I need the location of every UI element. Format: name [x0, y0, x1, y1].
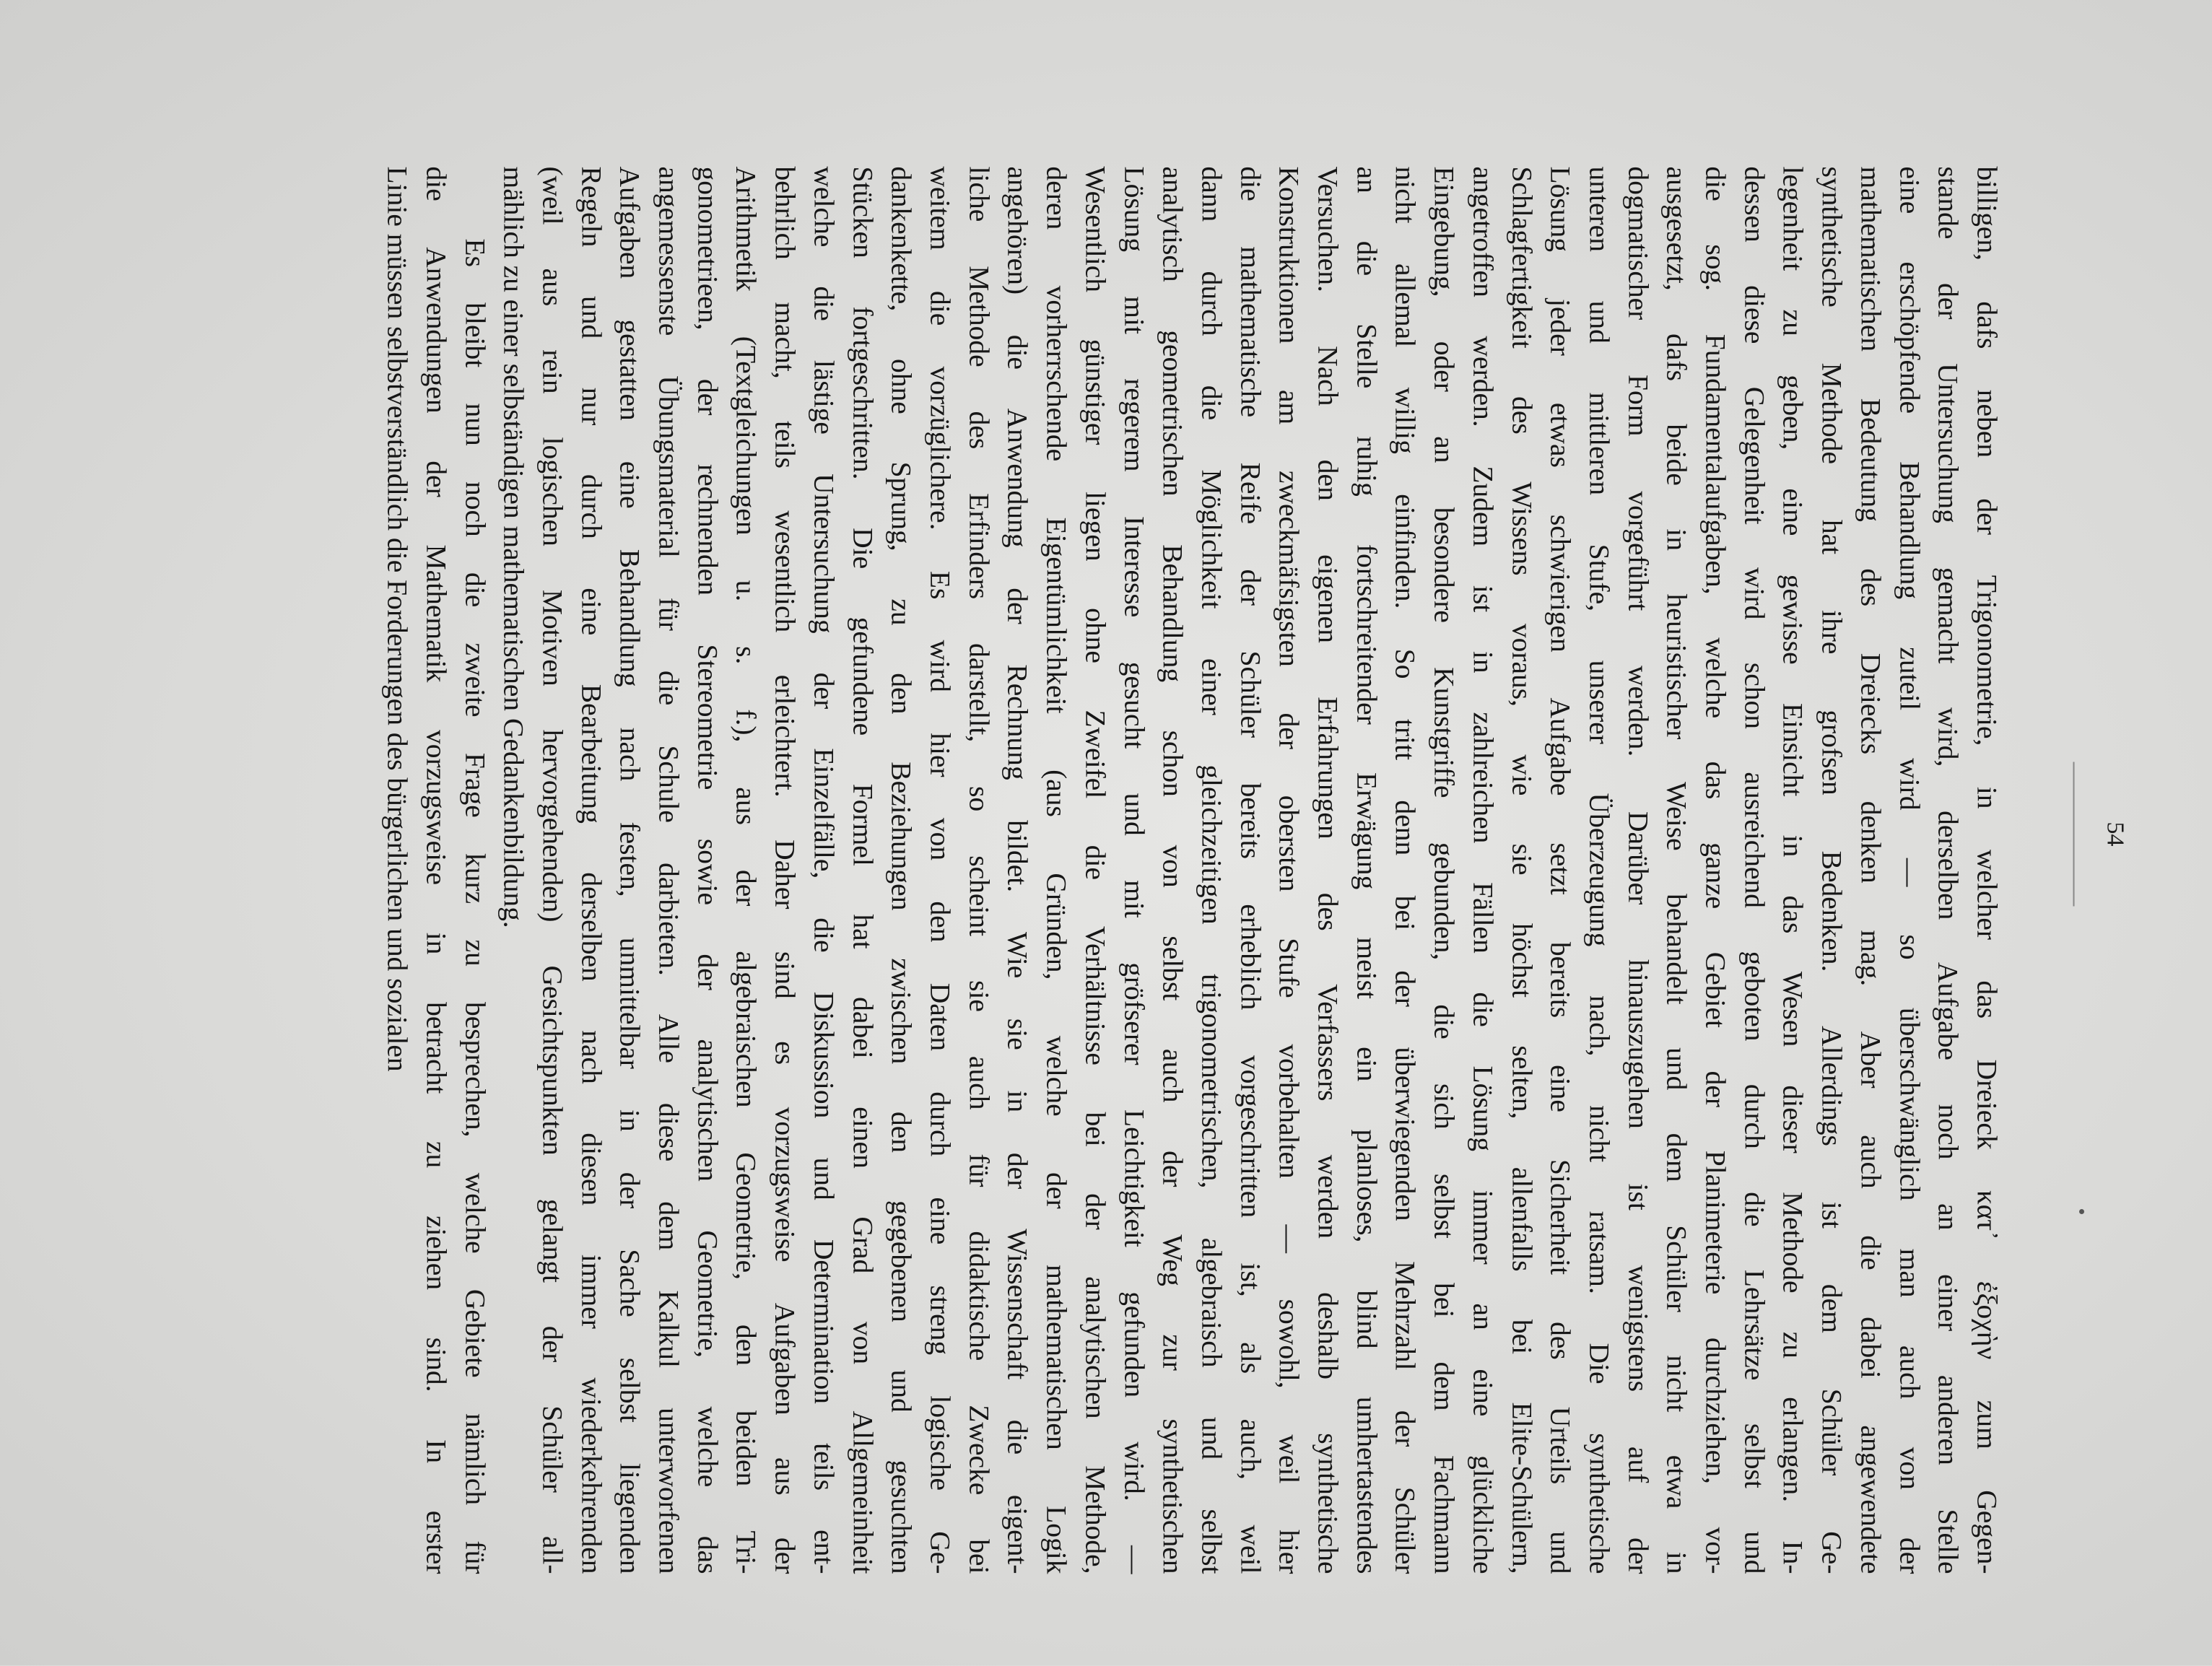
text-line: liche Methode des Erfinders darstellt, so scheint sie auch für didaktische Zwecke bei — [963, 166, 996, 1574]
text-line: Arithmetik (Textgleichungen u. s. f.), aus der algebraischen Geometrie, den beiden Tri- — [731, 166, 762, 1574]
text-line: unteren und mittleren Stufe, unserer Überzeugung nach, nicht ratsam. Die synthetische — [1583, 166, 1616, 1574]
text-line: (weil aus rein logischen Motiven hervorgehenden) Gesichtspunkten gelangt der Schüler all- — [536, 166, 569, 1574]
text-line: nicht allemal willig einfinden. So tritt denn bei der überwiegenden Mehrzahl der Schüler — [1389, 166, 1421, 1574]
text-line: angehören) die Anwendung der Rechnung bildet. Wie sie in der Wissenschaft die eigent- — [1001, 166, 1034, 1574]
text-line: Stücken fortgeschritten. Die gefundene Formel hat dabei einen Grad von Allgemeinheit — [847, 166, 879, 1574]
text-line: weitem die vorzüglichere. Es wird hier von den Daten durch eine streng logische Ge- — [924, 166, 957, 1574]
text-line: dankenkette, ohne Sprung, zu den Beziehungen zwischen den gegebenen und gesuchten — [885, 166, 918, 1574]
text-line: eine erschöpfende Behandlung zuteil wird — so überschwänglich man auch von der — [1894, 166, 1926, 1574]
text-line: dann durch die Möglichkeit einer gleichzeitigen trigonometrischen, algebraisch und selbst — [1196, 166, 1228, 1574]
text-line: Eingebung, oder an besondere Kunstgriffe gebunden, die sich selbst bei dem Fachmann — [1428, 166, 1460, 1574]
text-line: die sog. Fundamentalaufgaben, welche das ganze Gebiet der Planimeterie durchziehen, vor- — [1699, 166, 1732, 1574]
rotated-book-page — [0, 1, 2212, 1666]
text-line: Konstruktionen am zweckmäfsigsten der obersten Stufe vorbehalten — sowohl, weil hier — [1273, 166, 1305, 1574]
paper-speck — [2079, 1209, 2084, 1214]
text-line: Lösung jeder etwas schwierigen Aufgabe setzt bereits eine Sicherheit des Urteils und — [1544, 166, 1577, 1574]
text-line: billigen, dafs neben der Trigonometrie, in welcher das Dreieck κατ᾽ ἐξοχὴν zum Gegen- — [1971, 166, 2003, 1574]
text-line: die Anwendungen der Mathematik vorzugsweise in betracht zu ziehen sind. In erster — [420, 166, 453, 1574]
text-line: Regeln und nur durch eine Bearbeitung derselben nach diesen immer wiederkehrenden — [575, 166, 608, 1574]
text-line: Lösung mit regerem Interesse gesucht und mit gröfserer Leichtigkeit gefunden wird. — — [1118, 166, 1151, 1574]
text-line: mathematischen Bedeutung des Dreiecks denken mag. Aber auch die dabei angewendete — [1855, 166, 1887, 1574]
text-line: synthetische Methode hat ihre grofsen Bedenken. Allerdings ist dem Schüler Ge- — [1816, 166, 1848, 1574]
text-line: Versuchen. Nach den eigenen Erfahrungen des Verfassers werden deshalb synthetische — [1312, 166, 1344, 1574]
text-line: welche die lästige Untersuchung der Einzelfälle, die Diskussion und Determination teils ent- — [808, 166, 840, 1574]
text-line: gonometrieen, der rechnenden Stereometrie sowie der analytischen Geometrie, welche das — [692, 166, 724, 1574]
text-line: dessen diese Gelegenheit wird schon ausreichend geboten durch die Lehrsätze selbst und — [1738, 166, 1771, 1574]
text-line: legenheit zu geben, eine gewisse Einsicht in das Wesen dieser Methode zu erlangen. In- — [1777, 166, 1809, 1574]
text-line: Wesentlich günstiger liegen ohne Zweifel die Verhältnisse bei der analytischen Methode, — [1079, 166, 1112, 1574]
text-line: ausgesetzt, dafs beide in heuristischer Weise behandelt und dem Schüler nicht etwa in — [1660, 166, 1693, 1574]
text-line: an die Stelle ruhig fortschreitender Erwägung meist ein planloses, blind umhertastendes — [1351, 166, 1383, 1574]
text-line: Aufgaben gestatten eine Behandlung nach festen, unmittelbar in der Sache selbst liegenden — [614, 166, 646, 1574]
header-rule — [2073, 762, 2075, 907]
text-line: dogmatischer Form vorgeführt werden. Darüber hinauszugehen ist wenigstens auf der — [1622, 166, 1655, 1574]
text-line: angetroffen werden. Zudem ist in zahlreichen Fällen die Lösung immer an eine glückliche — [1467, 166, 1499, 1574]
text-line: angemessenste Übungsmaterial für die Schule darbieten. Alle diese dem Kalkul unterworfenen — [653, 166, 685, 1574]
text-line: stande der Untersuchung gemacht wird, derselben Aufgabe noch an einer anderen Stelle — [1932, 166, 1964, 1574]
text-line: behrlich macht, teils wesentlich erleichtert. Daher sind es vorzugsweise Aufgaben aus der — [769, 166, 801, 1574]
text-line: die mathematische Reife der Schüler bereits erheblich vorgeschritten ist, als auch, weil — [1235, 166, 1267, 1574]
text-line: Es bleibt nun noch die zweite Frage kurz zu besprechen, welche Gebiete nämlich für — [459, 238, 492, 1574]
text-line: mählich zu einer selbständigen mathematischen Gedankenbildung. — [497, 166, 530, 928]
text-line: deren vorherrschende Eigentümlichkeit (aus Gründen, welche der mathematischen Logik — [1040, 166, 1073, 1574]
text-line: analytisch geometrischen Behandlung schon von selbst auch der Weg zur synthetischen — [1157, 166, 1189, 1574]
text-line: Linie müssen selbstverständlich die Forderungen des bürgerlichen und sozialen — [381, 166, 414, 1072]
body-text — [378, 167, 2006, 1574]
page-number: 54 — [2102, 821, 2129, 847]
text-line: Schlagfertigkeit des Wissens voraus, wie sie höchst selten, allenfalls bei Elite-Schülern, — [1506, 166, 1538, 1574]
